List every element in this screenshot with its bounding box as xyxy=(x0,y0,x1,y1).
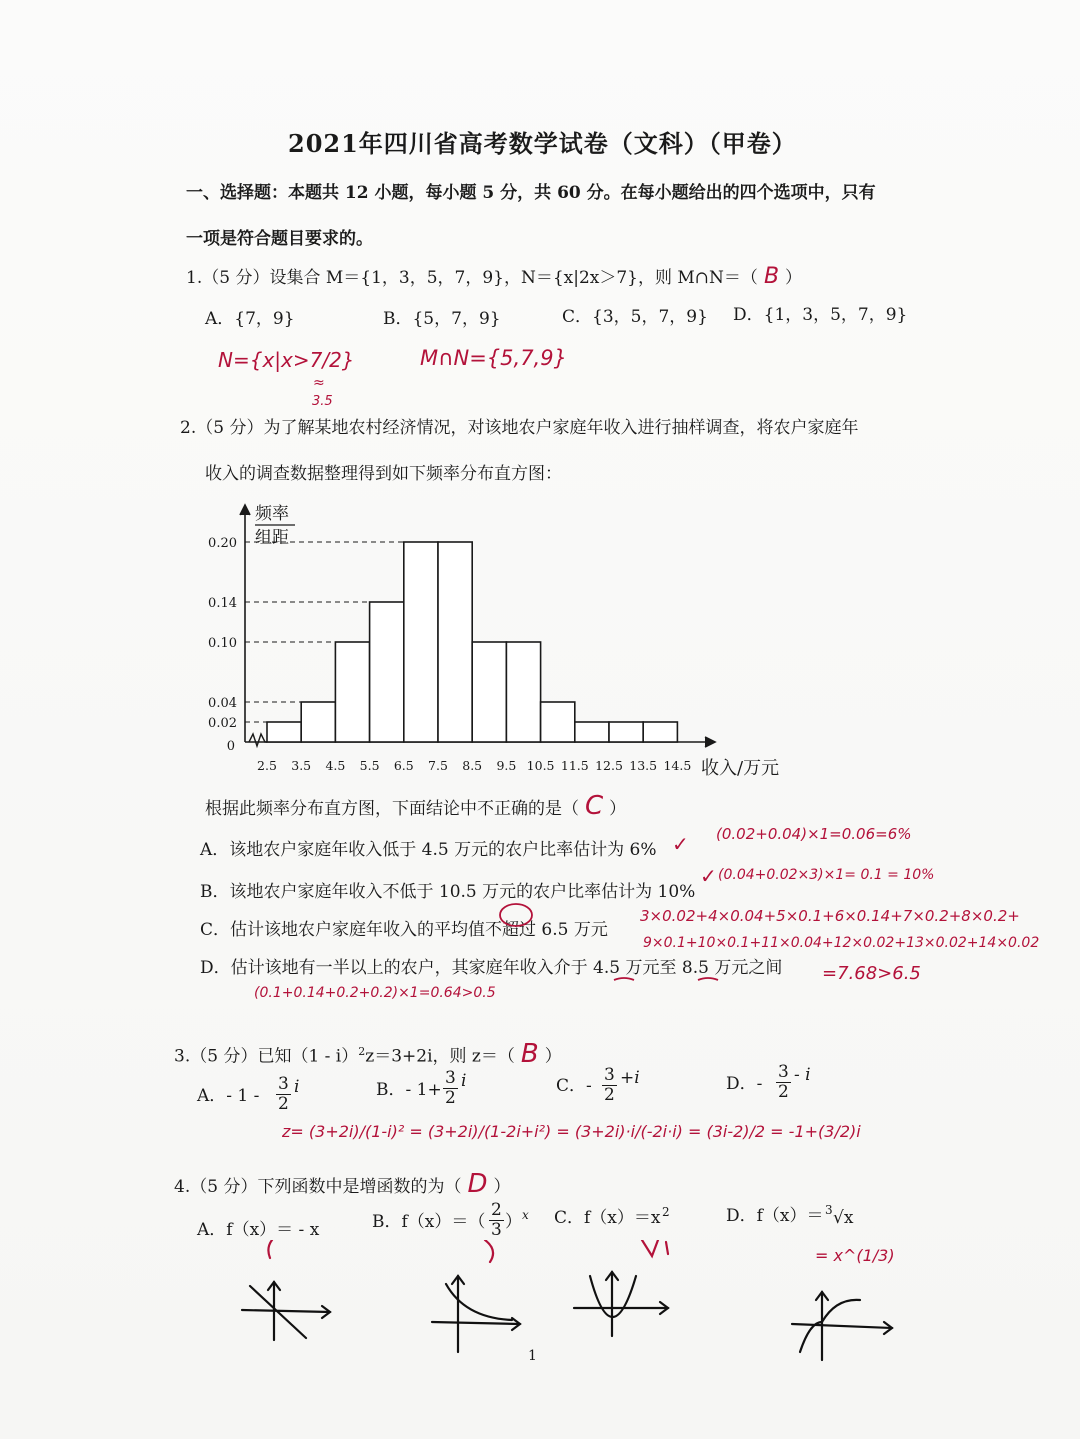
q3-a-prefix: A．- 1 - xyxy=(197,1086,260,1106)
q1-handwriting-intersection: M∩N={5,7,9} xyxy=(420,346,567,370)
q4-option-c: C．f（x）＝x xyxy=(554,1208,661,1228)
histogram-bar xyxy=(472,642,506,742)
q3-exponent: 2 xyxy=(358,1045,366,1058)
y-tick-label: 0.04 xyxy=(208,696,237,711)
q1-handwriting-n: N={x|x>7/2} xyxy=(218,348,355,372)
x-tick-label: 5.5 xyxy=(359,758,380,773)
question-1-answer: B xyxy=(763,264,780,289)
q3-b-prefix: B．- 1+ xyxy=(376,1080,442,1100)
histogram-bar xyxy=(609,722,643,742)
question-2-stem-line2: 收入的调查数据整理得到如下频率分布直方图： xyxy=(205,464,562,484)
question-3-stem xyxy=(174,1038,562,1069)
q3-a-num: 3 xyxy=(278,1074,289,1094)
q3-a-fraction xyxy=(276,1075,291,1114)
q3-option-a xyxy=(197,1086,259,1106)
q3-d-den: 2 xyxy=(778,1082,789,1102)
q1-option-a: A．{7，9} xyxy=(205,309,295,329)
q3-c-num: 3 xyxy=(604,1065,615,1085)
q3-stem-text: 3.（5 分）已知（1 - i） xyxy=(174,1046,359,1067)
q3-c-prefix: C．- xyxy=(556,1076,592,1096)
q2-underline-marks xyxy=(612,974,772,988)
section-header-line2: 一项是符合题目要求的。 xyxy=(186,229,373,249)
q2-option-d: D．估计该地有一半以上的农户，其家庭年收入介于 4.5 万元至 8.5 万元之间 xyxy=(200,958,783,978)
q3-d-fraction xyxy=(776,1063,791,1102)
q3-a-suffix: i xyxy=(294,1077,300,1097)
y-axis-arrow xyxy=(240,505,250,515)
q2-ask-text: 根据此频率分布直方图，下面结论中不正确的是（ xyxy=(205,799,579,819)
x-axis-label: 收入/万元 xyxy=(701,758,780,779)
section-header-line1: 一、选择题：本题共 12 小题，每小题 5 分，共 60 分。在每小题给出的四个选项中，只有 xyxy=(186,183,876,203)
q1-handwriting-approx: ≈ xyxy=(313,375,325,391)
y-tick-label: 0.14 xyxy=(208,596,237,611)
q1-option-b: B．{5，7，9} xyxy=(383,309,501,329)
q2-work-c-line2: 9×0.1+10×0.1+11×0.04+12×0.02+13×0.02+14×0.02 xyxy=(643,935,1040,951)
q4-close: ） xyxy=(493,1177,511,1197)
question-1-stem xyxy=(186,264,803,289)
q3-stem-rest: z＝3+2i，则 z＝（ xyxy=(365,1046,515,1067)
histogram-bar xyxy=(301,702,335,742)
q4-d-work: = x^(1/3) xyxy=(815,1246,895,1265)
histogram-bar xyxy=(404,542,438,742)
q3-option-b xyxy=(376,1080,442,1100)
page-title: 2021年四川省高考数学试卷（文科）（甲卷） xyxy=(288,129,797,158)
q1-handwriting-value: 3.5 xyxy=(312,394,333,409)
q4-stem-text: 4.（5 分）下列函数中是增函数的为（ xyxy=(174,1177,462,1197)
q2-option-a: A．该地农户家庭年收入低于 4.5 万元的农户比率估计为 6% xyxy=(200,840,657,860)
question-1-close: ） xyxy=(785,268,803,288)
q1-option-c: C．{3，5，7，9} xyxy=(562,307,708,327)
question-4-stem xyxy=(174,1169,511,1199)
q4-d-radical: √x xyxy=(833,1208,854,1228)
x-tick-label: 7.5 xyxy=(428,758,448,773)
histogram-bar xyxy=(506,642,540,742)
y-tick-label: 0.20 xyxy=(208,536,237,551)
q3-work: z= (3+2i)/(1-i)² = (3+2i)/(1-2i+i²) = (3+2i)·i/(-2i·i) = (3i-2)/2 = -1+(3/2)i xyxy=(282,1122,861,1141)
q2-work-b: (0.04+0.02×3)×1= 0.1 = 10% xyxy=(718,867,935,883)
q3-b-den: 2 xyxy=(445,1088,456,1108)
q4-c-exponent: 2 xyxy=(662,1205,670,1219)
q3-b-fraction xyxy=(443,1069,458,1108)
histogram-bar xyxy=(541,702,575,742)
q3-d-prefix: D．- xyxy=(726,1074,763,1094)
q2-work-c-line1: 3×0.02+4×0.04+5×0.1+6×0.14+7×0.2+8×0.2+ xyxy=(640,907,1020,925)
y-axis-label-top: 频率 xyxy=(255,504,289,524)
q3-c-den: 2 xyxy=(604,1085,615,1105)
q4-b-den: 3 xyxy=(491,1220,502,1240)
x-tick-label: 2.5 xyxy=(257,758,277,773)
origin-label: 0 xyxy=(226,739,235,754)
q2-work-c-result: =7.68>6.5 xyxy=(822,963,921,984)
x-tick-label: 4.5 xyxy=(325,758,346,773)
q4-answer: D xyxy=(467,1169,488,1199)
q4-b-fraction xyxy=(489,1201,504,1240)
sketch-d xyxy=(792,1292,892,1360)
q4-b-num: 2 xyxy=(491,1200,502,1220)
q2-ask xyxy=(205,791,627,821)
x-tick-label: 9.5 xyxy=(496,758,517,773)
q2-option-c: C．估计该地农户家庭年收入的平均值不超过 6.5 万元 xyxy=(200,920,608,940)
sketch-a xyxy=(242,1240,330,1340)
histogram-bar xyxy=(267,722,301,742)
q4-graph-sketches xyxy=(160,1240,1060,1380)
q3-b-num: 3 xyxy=(445,1068,456,1088)
axis-break xyxy=(249,734,267,746)
x-tick-label: 13.5 xyxy=(629,758,658,773)
page-number: 1 xyxy=(528,1348,537,1364)
q2-circle-mark xyxy=(496,900,536,930)
sketch-b xyxy=(432,1240,520,1352)
histogram-bar xyxy=(370,602,404,742)
q4-option-a: A．f（x）＝ - x xyxy=(197,1220,320,1240)
q2-work-a: (0.02+0.04)×1=0.06=6% xyxy=(716,825,912,843)
x-tick-label: 12.5 xyxy=(595,758,623,773)
q3-close: ） xyxy=(544,1046,562,1067)
histogram-bar xyxy=(335,642,369,742)
q3-option-d xyxy=(726,1074,762,1094)
q3-option-c xyxy=(556,1076,592,1096)
x-tick-label: 10.5 xyxy=(526,758,555,773)
y-tick-label: 0.02 xyxy=(208,716,237,731)
q1-option-d: D．{1，3，5，7，9} xyxy=(733,305,908,325)
q3-d-suffix: - i xyxy=(794,1065,811,1085)
sketch-c xyxy=(574,1240,668,1336)
q2-option-b: B．该地农户家庭年收入不低于 10.5 万元的农户比率估计为 10% xyxy=(200,882,696,902)
question-2-stem-line1: 2.（5 分）为了解某地农村经济情况，对该地农户家庭年收入进行抽样调查，将农户家庭年 xyxy=(180,418,859,438)
y-axis-label-bottom: 组距 xyxy=(255,528,289,548)
q4-option-b: B．f（x）＝（ xyxy=(372,1212,486,1232)
q3-a-den: 2 xyxy=(278,1094,289,1114)
histogram-bar xyxy=(438,542,472,742)
question-1-text: 1.（5 分）设集合 M＝{1，3，5，7，9}，N＝{x|2x＞7}，则 M∩N＝（ xyxy=(186,268,758,288)
x-tick-label: 6.5 xyxy=(393,758,414,773)
x-axis-arrow xyxy=(705,737,715,747)
frequency-histogram xyxy=(205,495,785,785)
q4-d-index: 3 xyxy=(825,1203,833,1217)
q2-answer: C xyxy=(585,791,604,821)
x-tick-label: 11.5 xyxy=(560,758,589,773)
q4-option-d: D．f（x）＝ xyxy=(726,1206,824,1226)
histogram-bar xyxy=(575,722,609,742)
q3-b-suffix: i xyxy=(461,1071,467,1091)
histogram-bar xyxy=(643,722,677,742)
q3-c-fraction xyxy=(602,1066,617,1105)
q3-d-num: 3 xyxy=(778,1062,789,1082)
q2-ask-close: ） xyxy=(609,799,627,819)
q2-check-a: ✓ xyxy=(672,832,689,856)
q3-answer: B xyxy=(520,1038,539,1069)
x-tick-label: 14.5 xyxy=(663,758,692,773)
q2-check-b: ✓ xyxy=(700,864,717,888)
q4-b-close: ） xyxy=(505,1212,522,1232)
y-tick-label: 0.10 xyxy=(208,636,237,651)
q4-b-exponent: x xyxy=(522,1208,529,1222)
x-tick-label: 8.5 xyxy=(462,758,483,773)
q2-work-d: (0.1+0.14+0.2+0.2)×1=0.64>0.5 xyxy=(254,985,496,1001)
x-tick-label: 3.5 xyxy=(291,758,312,773)
q3-c-suffix: +i xyxy=(620,1068,640,1088)
